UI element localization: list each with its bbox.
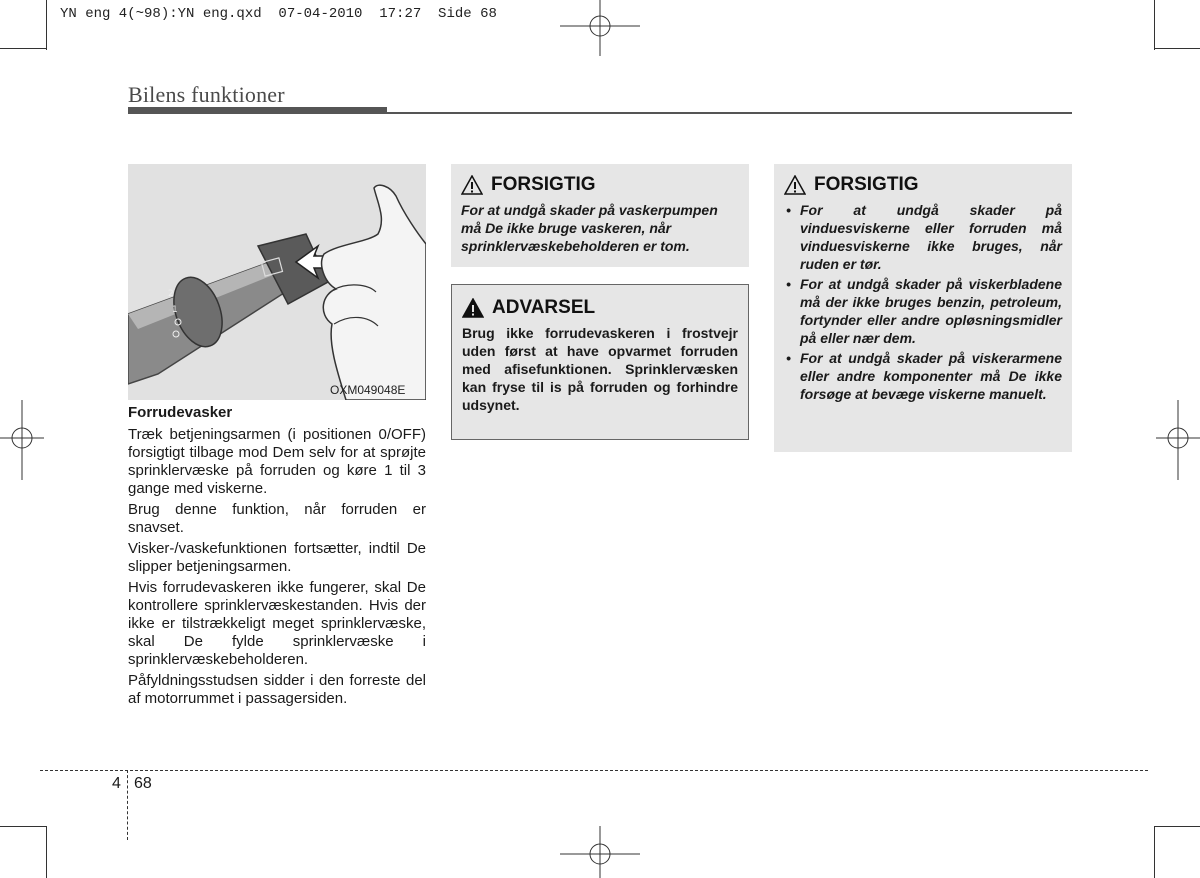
registration-mark-right xyxy=(1156,400,1200,480)
registration-mark-left xyxy=(0,400,44,480)
warning-box xyxy=(451,284,749,440)
print-slug: YN eng 4(~98):YN eng.qxd 07-04-2010 17:27 Side 68 xyxy=(60,6,497,22)
paragraph: Brug denne funktion, når forruden er snavset. xyxy=(128,501,426,536)
chapter-number: 4 xyxy=(112,775,121,792)
registration-mark-top xyxy=(560,0,640,56)
paragraph: Påfyldningsstudsen sidder i den forreste del af motorrummet i passagersiden. xyxy=(128,672,426,707)
washer-heading: Forrudevasker xyxy=(128,404,233,421)
wiper-stalk-illustration xyxy=(128,164,426,400)
caution-box-2 xyxy=(774,164,1072,452)
svg-text:1: 1 xyxy=(172,305,178,315)
warning-triangle-icon xyxy=(462,298,484,318)
caution-title: FORSIGTIG xyxy=(814,174,919,195)
warning-text: Brug ikke forrudevaskeren i frostvejr uden først at have opvarmet forruden med afisefunktionen. Sprinklervæsken kan fryse til is på forruden og forhindre udsynet. xyxy=(462,325,738,413)
footer-rule xyxy=(40,770,1148,771)
list-item: • For at undgå skader på vinduesviskerne eller forruden må vinduesviskerne ikke bruges, når ruden er tør. xyxy=(784,201,1062,273)
registration-mark-bottom xyxy=(560,826,640,878)
left-column xyxy=(128,404,426,711)
page-number: 68 xyxy=(134,775,152,792)
svg-text:2: 2 xyxy=(168,289,174,299)
title-rule-thick xyxy=(128,107,387,114)
footer-divider xyxy=(127,770,128,840)
paragraph: Hvis forrudevaskeren ikke fungerer, skal De kontrollere sprinklervæskestanden. Hvis der ikke er tilstrækkeligt meget sprinklervæske, skal De fylde sprinklervæske i sprinklervæskebeholderen. xyxy=(128,579,426,668)
caution-title: FORSIGTIG xyxy=(491,174,596,195)
image-code: OXM049048E xyxy=(330,383,406,397)
caution-text: For at undgå skader på vaskerpumpen må De ikke bruge vaskeren, når sprinklervæskebeholderen er tom. xyxy=(461,202,718,254)
caution-list xyxy=(784,201,1062,403)
list-item: • For at undgå skader på viskerbladene må der ikke bruges benzin, petroleum, fortynder eller andre opløsningsmidler på eller nær dem. xyxy=(784,275,1062,347)
caution-triangle-icon xyxy=(461,175,483,195)
title-rule-thin xyxy=(387,112,1072,114)
caution-box-1 xyxy=(451,164,749,267)
warning-title: ADVARSEL xyxy=(492,297,596,318)
paragraph: Visker-/vaskefunktionen fortsætter, indtil De slipper betjeningsarmen. xyxy=(128,540,426,575)
list-item: • For at undgå skader på viskerarmene eller andre komponenter må De ikke forsøge at bevæge viskerne manuelt. xyxy=(784,349,1062,403)
section-title: Bilens funktioner xyxy=(128,82,285,107)
caution-triangle-icon xyxy=(784,175,806,195)
paragraph: Træk betjeningsarmen (i positionen 0/OFF) forsigtigt tilbage mod Dem selv for at sprøjte sprinklervæske på forruden og køre 1 til 3 gange med viskerne. xyxy=(128,426,426,497)
